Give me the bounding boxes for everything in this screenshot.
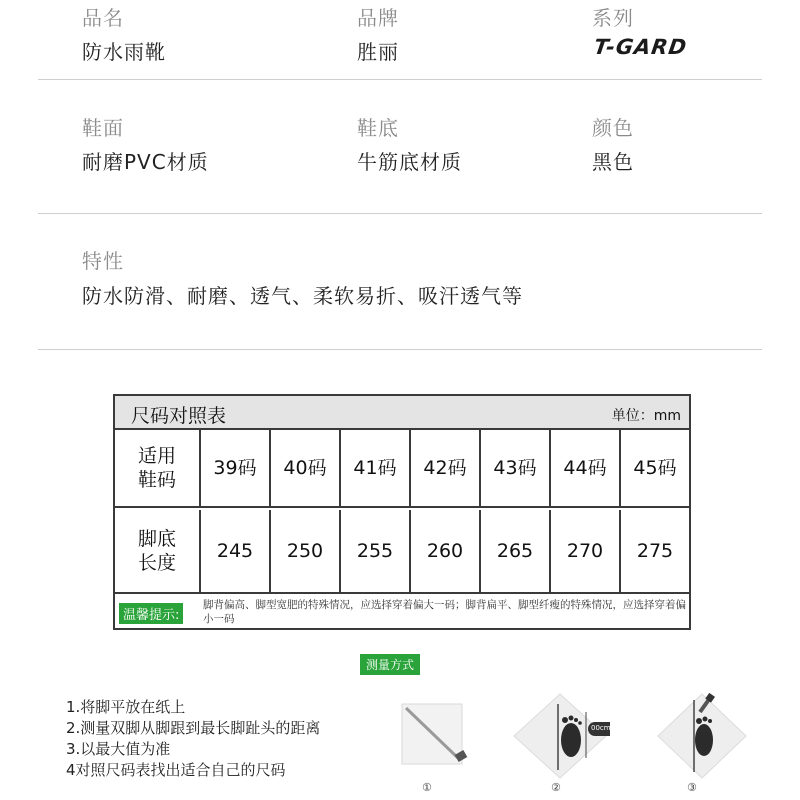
size-chart-table (113, 394, 691, 630)
spec-value: 黑色 (592, 150, 634, 174)
tip-badge: 温馨提示: (119, 603, 183, 624)
foot-trace-icon (654, 690, 750, 782)
diagram-foot-trace (654, 690, 750, 782)
paper-pencil-icon (398, 700, 470, 780)
spec-feature-value-wrap (82, 280, 523, 309)
divider (38, 213, 762, 214)
spec-sole (357, 112, 399, 141)
table-header (115, 396, 689, 430)
table-cell-length: 270 (551, 510, 621, 592)
row-header-line: 适用 (137, 445, 176, 467)
table-row-sizes (115, 430, 689, 508)
measure-step: 3.以最大值为准 (66, 740, 171, 758)
table-cell-size: 42码 (411, 430, 481, 506)
table-cell-length: 260 (411, 510, 481, 592)
spec-label: 特性 (82, 249, 124, 273)
spec-color (592, 112, 634, 141)
spec-value: 牛筋底材质 (357, 150, 462, 174)
row-header-line: 长度 (137, 552, 176, 574)
table-cell-size: 45码 (633, 457, 677, 479)
table-row-lengths (115, 510, 689, 594)
spec-value: 胜丽 (357, 40, 399, 64)
tip-row (115, 596, 689, 628)
table-cell-size: 44码 (551, 430, 621, 506)
diagram-number: ① (422, 781, 432, 794)
table-cell-size: 40码 (271, 430, 341, 506)
spec-value: 耐磨PVC材质 (82, 150, 209, 174)
measure-step: 1.将脚平放在纸上 (66, 698, 186, 716)
spec-label: 颜色 (592, 116, 634, 140)
spec-name (82, 2, 124, 31)
row-header-foot-length (115, 510, 201, 592)
spec-name-value-wrap (82, 36, 166, 65)
spec-series (592, 2, 634, 31)
table-cell-size: 43码 (481, 430, 551, 506)
tip-text: 脚背偏高、脚型宽肥的特殊情况，应选择穿着偏大一码；脚背扁平、脚型纤瘦的特殊情况，应选择穿着偏小一码 (203, 599, 686, 625)
spec-label: 品名 (82, 6, 124, 30)
spec-value: 防水雨靴 (82, 40, 166, 64)
table-cell-length: 265 (481, 510, 551, 592)
foot-measure-icon (510, 690, 610, 782)
spec-sole-value-wrap (357, 146, 462, 175)
spec-label: 品牌 (357, 6, 399, 30)
spec-label: 系列 (592, 6, 634, 30)
diagram-number: ③ (687, 781, 697, 794)
diagram-foot-measure (510, 690, 610, 782)
spec-label: 鞋底 (357, 116, 399, 140)
spec-series-value-wrap (594, 35, 687, 59)
ruler-label: 00cm (591, 724, 611, 732)
table-cell-size: 41码 (341, 430, 411, 506)
row-header-line: 脚底 (137, 528, 176, 550)
table-cell-length: 250 (271, 510, 341, 592)
spec-value: 防水防滑、耐磨、透气、柔软易折、吸汗透气等 (82, 284, 523, 308)
table-cell-length: 245 (201, 510, 271, 592)
spec-brand-value-wrap (357, 36, 399, 65)
diagram-paper-pencil (398, 700, 470, 780)
divider (38, 79, 762, 80)
row-header-line: 鞋码 (137, 469, 176, 491)
series-logo: T-GARD (592, 35, 689, 59)
diagram-number: ② (551, 781, 561, 794)
spec-feature (82, 245, 124, 274)
divider (38, 349, 762, 350)
measure-step: 2.测量双脚从脚跟到最长脚趾头的距离 (66, 719, 321, 737)
measure-step: 4对照尺码表找出适合自己的尺码 (66, 761, 286, 779)
table-unit: 单位：mm (611, 408, 681, 424)
spec-upper-value-wrap (82, 146, 209, 175)
table-title: 尺码对照表 (131, 405, 227, 427)
table-cell-size: 39码 (201, 430, 271, 506)
measure-steps (66, 697, 320, 781)
spec-brand (357, 2, 399, 31)
spec-color-value-wrap (592, 146, 634, 175)
spec-label: 鞋面 (82, 116, 124, 140)
table-cell-length: 255 (341, 510, 411, 592)
spec-upper (82, 112, 124, 141)
measure-title-badge: 测量方式 (360, 654, 420, 675)
row-header-shoe-size (115, 430, 201, 506)
table-cell-length: 275 (636, 540, 674, 562)
